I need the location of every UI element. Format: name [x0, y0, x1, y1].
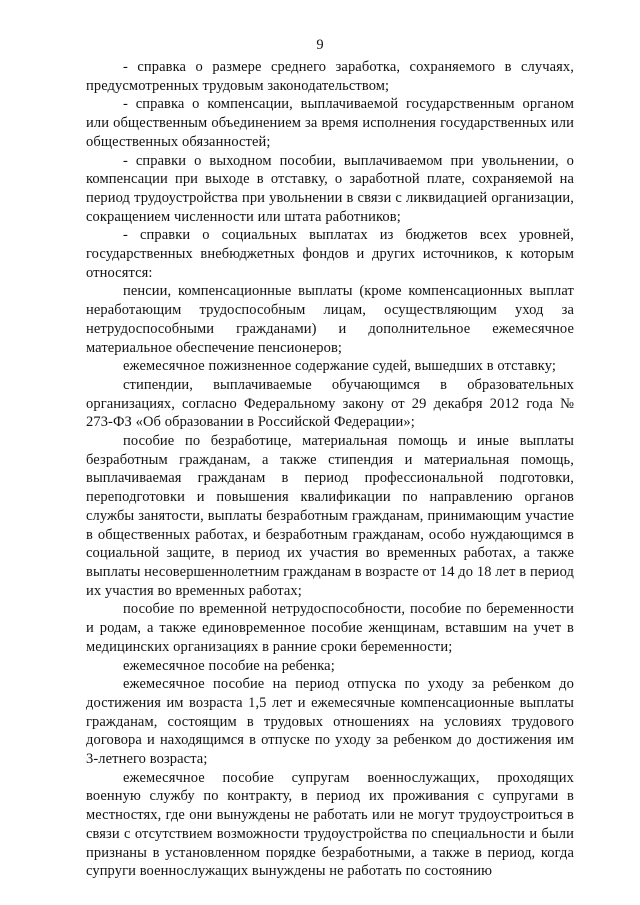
paragraph-compensation-certificate: - справка о компенсации, выплачиваемой государственным органом или общественным объединением за время исполнения государственных или общественных обязанностей; [86, 96, 574, 150]
paragraph-childcare-leave-benefit: ежемесячное пособие на период отпуска по уходу за ребенком до достижения им возраста 1,5 лет и ежемесячные компенсационные выплаты гражданам, состоящим в трудовых отношениях на условиях трудового договора и находящимся в отпуске по уходу за ребенком до достижения им 3-летнего возраста; [86, 676, 574, 768]
paragraph-child-benefit: ежемесячное пособие на ребенка; [123, 657, 335, 674]
paragraph-disability-maternity-benefit: пособие по временной нетрудоспособности, пособие по беременности и родам, а также единовременное пособие женщинам, вставшим на учет в медицинских организациях в ранние сроки беременности; [86, 601, 574, 655]
paragraph-pensions: пенсии, компенсационные выплаты (кроме компенсационных выплат неработающим трудоспособным лицам, осуществляющим уход за нетрудоспособными гражданами) и дополнительное ежемесячное материальное обеспечение пенсионеров; [86, 283, 574, 356]
paragraph-scholarships: стипендии, выплачиваемые обучающимся в образовательных организациях, согласно Федеральному закону от 29 декабря 2012 года № 273-ФЗ «Об образовании в Российской Федерации»; [86, 376, 574, 431]
paragraph-judges-allowance: ежемесячное пожизненное содержание судей, вышедших в отставку; [123, 358, 557, 375]
paragraph-unemployment-benefit: пособие по безработице, материальная помощь и иные выплаты безработным гражданам, а также стипендия и материальная помощь, выплачиваемая гражданам в период профессиональной подготовки, переподготовки и повышения квалификации по направлению органов службы занятости, выплаты безработным гражданам, принимающим участие в общественных работах, и безработным гражданам, особо нуждающимся в социальной защите, в период их участия во временных работах, а также выплаты несовершеннолетним гражданам в возрасте от 14 до 18 лет в период их участия во временных работах; [86, 433, 574, 599]
page-number: 9 [316, 37, 324, 53]
paragraph-salary-certificate: - справка о размере среднего заработка, сохраняемого в случаях, предусмотренных трудовым законодательством; [86, 59, 574, 94]
document-body [86, 58, 574, 881]
paragraph-military-spouses-benefit: ежемесячное пособие супругам военнослужащих, проходящих военную службу по контракту, в период их проживания с супругами в местностях, где они вынуждены не работать или не могут трудоустроиться в связи с отсутствием возможности трудоустройства по специальности и были признаны в установленном порядке безработными, а также в период, когда супруги военнослужащих вынуждены не работать по состоянию [86, 769, 574, 880]
paragraph-severance-certificates: - справки о выходном пособии, выплачиваемом при увольнении, о компенсации при выходе в отставку, о заработной плате, сохраняемой на период трудоустройства при увольнении в связи с ликвидацией организации, сокращением численности или штата работников; [86, 152, 574, 225]
paragraph-social-payments-certificates: - справки о социальных выплатах из бюджетов всех уровней, государственных внебюджетных фондов и других источников, к которым относятся: [86, 227, 574, 281]
